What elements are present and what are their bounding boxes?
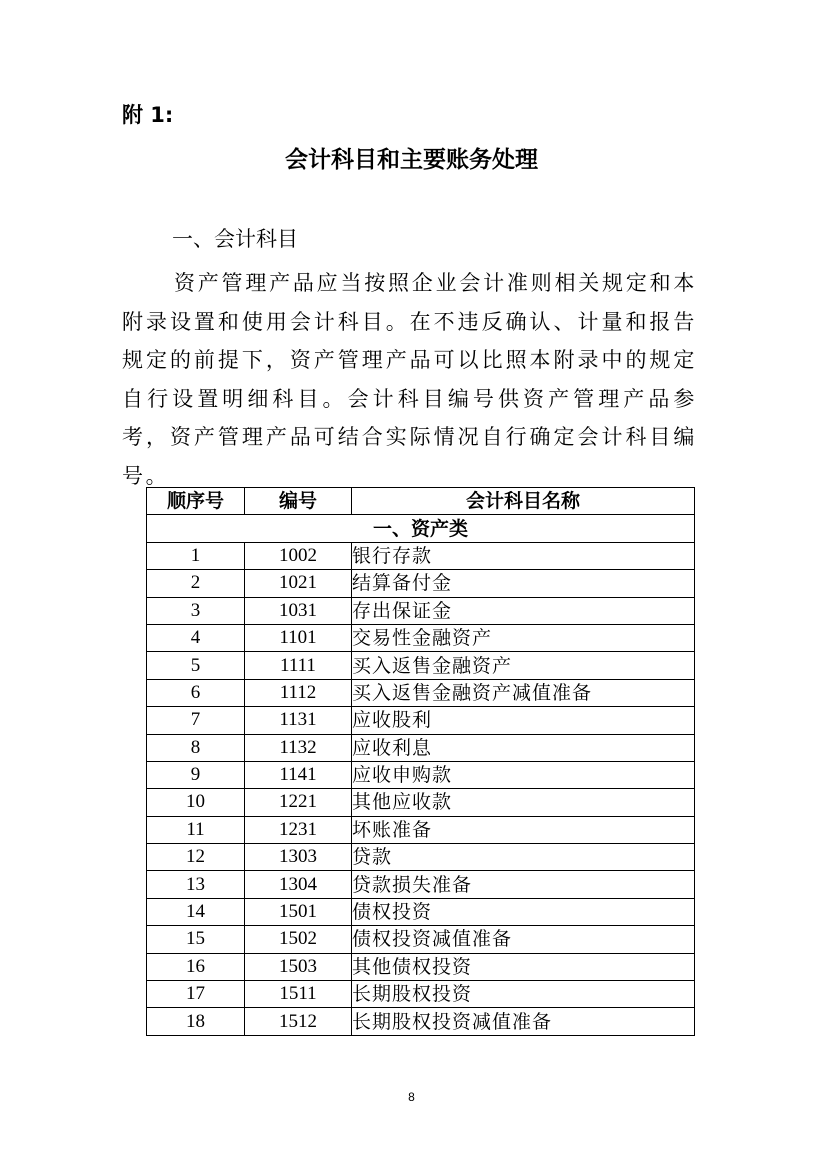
row-seq: 14 — [147, 898, 245, 925]
document-title: 会计科目和主要账务处理 — [285, 147, 538, 173]
row-account-name: 买入返售金融资产 — [352, 652, 695, 679]
row-code: 1132 — [245, 734, 352, 761]
row-account-name: 长期股权投资 — [352, 981, 695, 1008]
row-seq: 12 — [147, 844, 245, 871]
row-code: 1501 — [245, 898, 352, 925]
row-seq: 1 — [147, 542, 245, 569]
table-row — [147, 624, 695, 651]
header-name: 会计科目名称 — [352, 488, 695, 515]
table-header-row — [147, 488, 695, 515]
table-row — [147, 953, 695, 980]
row-seq: 7 — [147, 707, 245, 734]
row-code: 1141 — [245, 761, 352, 788]
table-row — [147, 981, 695, 1008]
row-code: 1021 — [245, 570, 352, 597]
row-account-name: 银行存款 — [352, 542, 695, 569]
table-row — [147, 1008, 695, 1035]
table-row — [147, 679, 695, 706]
row-seq: 6 — [147, 679, 245, 706]
row-code: 1503 — [245, 953, 352, 980]
row-code: 1221 — [245, 789, 352, 816]
row-seq: 8 — [147, 734, 245, 761]
row-account-name: 存出保证金 — [352, 597, 695, 624]
table-row — [147, 789, 695, 816]
row-account-name: 应收股利 — [352, 707, 695, 734]
row-code: 1112 — [245, 679, 352, 706]
row-seq: 17 — [147, 981, 245, 1008]
category-label: 一、资产类 — [147, 515, 695, 542]
row-seq: 2 — [147, 570, 245, 597]
table-row — [147, 652, 695, 679]
row-account-name: 坏账准备 — [352, 816, 695, 843]
row-seq: 15 — [147, 926, 245, 953]
header-seq: 顺序号 — [147, 488, 245, 515]
row-code: 1131 — [245, 707, 352, 734]
row-account-name: 其他债权投资 — [352, 953, 695, 980]
row-code: 1512 — [245, 1008, 352, 1035]
row-account-name: 其他应收款 — [352, 789, 695, 816]
section-heading: 一、会计科目 — [172, 227, 298, 251]
appendix-label: 附 1: — [122, 103, 174, 127]
table-row — [147, 570, 695, 597]
row-account-name: 长期股权投资减值准备 — [352, 1008, 695, 1035]
row-account-name: 贷款 — [352, 844, 695, 871]
row-seq: 13 — [147, 871, 245, 898]
row-seq: 16 — [147, 953, 245, 980]
table-row — [147, 597, 695, 624]
row-seq: 5 — [147, 652, 245, 679]
intro-paragraph: 资产管理产品应当按照企业会计准则相关规定和本附录设置和使用会计科目。在不违反确认、计量和报告规定的前提下，资产管理产品可以比照本附录中的规定自行设置明细科目。会计科目编号供资产管理产品参考，资产管理产品可结合实际情况自行确定会计科目编号。 — [122, 271, 697, 488]
row-seq: 4 — [147, 624, 245, 651]
table-row — [147, 542, 695, 569]
row-code: 1304 — [245, 871, 352, 898]
header-code: 编号 — [245, 488, 352, 515]
row-seq: 3 — [147, 597, 245, 624]
row-code: 1002 — [245, 542, 352, 569]
row-code: 1231 — [245, 816, 352, 843]
accounts-table — [146, 487, 695, 1036]
row-account-name: 买入返售金融资产减值准备 — [352, 679, 695, 706]
row-code: 1111 — [245, 652, 352, 679]
row-code: 1303 — [245, 844, 352, 871]
row-code: 1101 — [245, 624, 352, 651]
row-account-name: 贷款损失准备 — [352, 871, 695, 898]
table-row — [147, 844, 695, 871]
row-code: 1031 — [245, 597, 352, 624]
table-row — [147, 734, 695, 761]
table-row — [147, 926, 695, 953]
row-account-name: 应收利息 — [352, 734, 695, 761]
table-row — [147, 761, 695, 788]
row-seq: 9 — [147, 761, 245, 788]
row-account-name: 债权投资减值准备 — [352, 926, 695, 953]
row-seq: 11 — [147, 816, 245, 843]
page-number: 8 — [408, 1090, 415, 1104]
row-account-name: 结算备付金 — [352, 570, 695, 597]
row-account-name: 交易性金融资产 — [352, 624, 695, 651]
row-seq: 10 — [147, 789, 245, 816]
table-row — [147, 871, 695, 898]
row-code: 1511 — [245, 981, 352, 1008]
row-account-name: 债权投资 — [352, 898, 695, 925]
table-row — [147, 898, 695, 925]
row-account-name: 应收申购款 — [352, 761, 695, 788]
category-row — [147, 515, 695, 542]
table-row — [147, 816, 695, 843]
row-code: 1502 — [245, 926, 352, 953]
row-seq: 18 — [147, 1008, 245, 1035]
table-row — [147, 707, 695, 734]
